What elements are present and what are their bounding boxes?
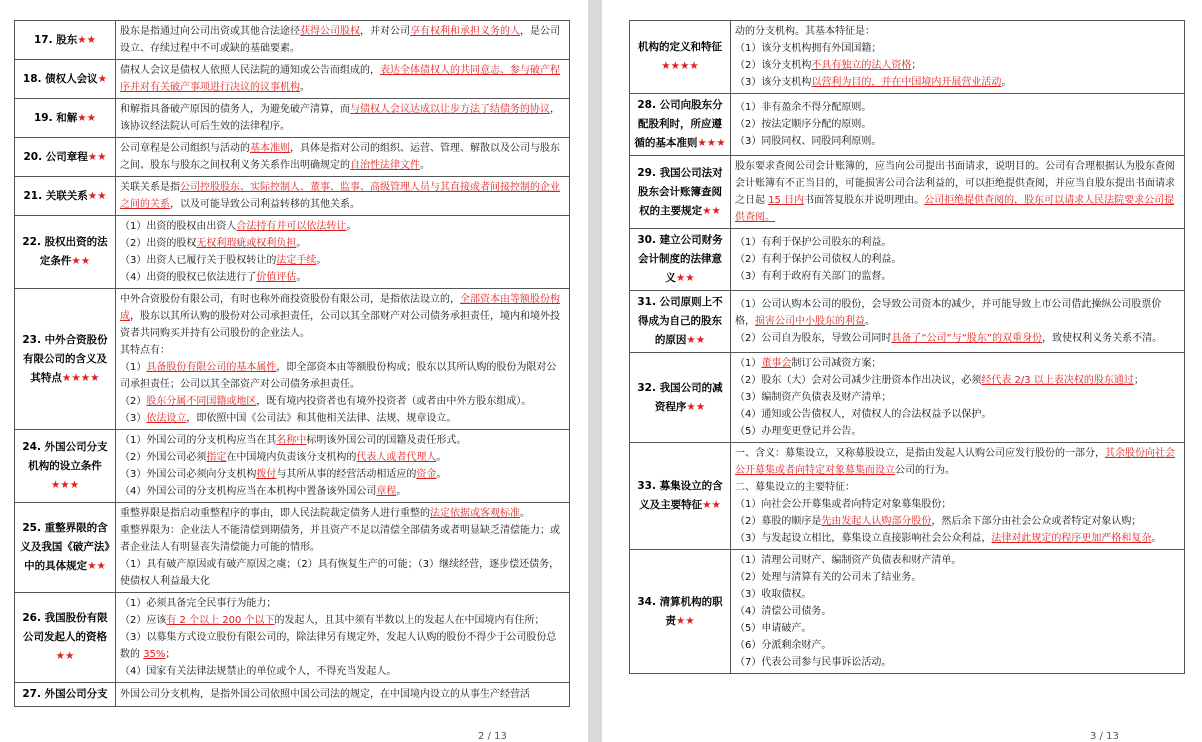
answer-text: 公司章程是公司组织与活动的 [120, 143, 250, 154]
answer-line [120, 410, 565, 427]
key-point-text: 章程 [376, 486, 397, 497]
qa-row [630, 550, 1185, 674]
answer-line [735, 586, 1180, 603]
question-title: 28. 公司向股东分配股利时，所应遵循的基本准则 [634, 99, 723, 149]
question-cell [630, 550, 731, 674]
key-point-text: 与债权人会议达成以让步方法了结债务的协议 [350, 104, 550, 115]
question-title: 34. 清算机构的职责 [637, 595, 723, 627]
answer-text: 股东是指通过向公司出资或其他合法途径 [120, 26, 300, 37]
answer-text: （1） [735, 358, 762, 369]
answer-line [735, 620, 1180, 637]
answer-line [735, 355, 1180, 372]
answer-text: 其特点有： [120, 345, 170, 356]
key-point-text: 表达全体债权人的共同意志、参与破产程序并对有关破产事项进行决议的议事机构 [120, 65, 560, 93]
answer-line [120, 359, 565, 393]
answer-text: ，即依照中国《公司法》和其他相关法律、法规、规章设立。 [186, 413, 457, 424]
answer-line [735, 251, 1180, 268]
answer-text: （2）该分支机构 [735, 60, 812, 71]
question-cell [15, 177, 116, 216]
answer-text: 。 [436, 469, 447, 480]
answer-cell [116, 60, 570, 99]
key-point-text: 法定手续 [276, 255, 317, 266]
answer-cell [731, 21, 1185, 94]
answer-cell [116, 593, 570, 683]
qa-row [630, 94, 1185, 156]
answer-line [735, 234, 1180, 251]
question-title: 23. 中外合资股份有限公司的含义及其特点 [22, 333, 108, 384]
question-cell [15, 503, 116, 593]
question-cell [15, 683, 116, 707]
answer-line [120, 556, 565, 590]
answer-text: （4）外国公司的分支机构应当在本机构中置备该外国公司 [120, 486, 377, 497]
answer-cell [116, 138, 570, 177]
answer-text: ； [1133, 375, 1144, 386]
answer-line [120, 179, 565, 213]
answer-cell [116, 430, 570, 503]
answer-text: 二、募集设立的主要特征： [735, 482, 855, 493]
answer-text: （3）有利于政府有关部门的监督。 [735, 271, 892, 282]
key-point-text: 具备了“公司”与“股东”的双重身份 [891, 333, 1043, 344]
answer-line [735, 513, 1180, 530]
importance-stars: ★★ [702, 499, 721, 511]
page-gap [588, 0, 602, 742]
answer-text: ； [911, 60, 922, 71]
answer-line [735, 445, 1180, 479]
answer-text: （3） [120, 413, 147, 424]
answer-cell [116, 21, 570, 60]
answer-line [735, 654, 1180, 671]
qa-row [630, 443, 1185, 550]
key-point-text: 公司控股股东、实际控制人、董事、监事、高级管理人员与其直接或者间接控制的企业之间的关系 [120, 182, 560, 210]
answer-line [120, 101, 565, 135]
question-title: 22. 股权出资的法定条件 [22, 236, 108, 267]
question-title: 33. 募集设立的含义及主要特征 [637, 480, 723, 511]
answer-line [735, 133, 1180, 150]
answer-cell [731, 353, 1185, 443]
answer-line [120, 23, 565, 57]
answer-text: （6）分派剩余财产。 [735, 640, 832, 651]
importance-stars: ★★ [55, 650, 75, 662]
qa-row [15, 60, 570, 99]
key-point-text: 以营利为目的，并在中国境内开展营业活动 [811, 77, 1002, 88]
answer-cell [731, 443, 1185, 550]
answer-cell [116, 177, 570, 216]
importance-stars: ★★ [77, 111, 97, 124]
question-cell [15, 593, 116, 683]
question-cell [15, 60, 116, 99]
question-cell [15, 289, 116, 430]
answer-line [120, 291, 565, 342]
answer-line [120, 342, 565, 359]
key-point-text: 具备股份有限公司的基本属性 [146, 362, 277, 373]
key-point-text: 资金 [416, 469, 437, 480]
answer-text: ，即全部资本由等额股份构成；股东以其所认购的股份为限对公司承担责任；公司以其全部资产对公司债务承担责任。 [120, 362, 557, 390]
answer-cell [731, 291, 1185, 353]
answer-line [735, 569, 1180, 586]
answer-line [120, 218, 565, 235]
answer-line [120, 612, 565, 629]
answer-line [735, 74, 1180, 91]
qa-row [630, 156, 1185, 229]
key-point-text: 股东分属不同国籍或地区 [146, 396, 257, 407]
importance-stars: ★★ [87, 189, 107, 202]
answer-text: （3）以募集方式设立股份有限公司的，除法律另有规定外，发起人认购的股份不得少于公司股份总数的 [120, 632, 557, 660]
answer-text: （2）按法定顺序分配的原则。 [735, 119, 872, 130]
answer-text: ，该协议经法院认可后生效的法律程序。 [120, 104, 560, 132]
answer-line [735, 57, 1180, 74]
question-cell [630, 21, 731, 94]
answer-text: 重整界限为：企业法人不能清偿到期债务，并且资产不足以清偿全部债务或者明显缺乏清偿能力；或者企业法人有明显丧失清偿能力可能的情形。 [120, 525, 560, 553]
answer-line [735, 406, 1180, 423]
answer-text: 的发起人，且其中须有半数以上的发起人在中国境内有住所； [274, 615, 545, 626]
answer-text: ，具体是指对公司的组织、运营、管理、解散以及公司与股东之间、股东与股东之间权利义务关系作出明确规定的 [120, 143, 560, 171]
qa-row [15, 177, 570, 216]
key-point-text: 15 日内 [768, 195, 805, 206]
answer-text: （3）编制资产负债表及财产清单； [735, 392, 892, 403]
key-point-text: 经代表 2/3 以上表决权的股东通过 [981, 375, 1134, 386]
importance-stars: ★★ [702, 204, 721, 217]
qa-row [630, 229, 1185, 291]
key-point-text: 基本准则 [250, 143, 290, 154]
answer-line [120, 449, 565, 466]
answer-text: 标明该外国公司的国籍及责任形式。 [306, 435, 467, 446]
importance-stars: ★★ [675, 272, 695, 284]
answer-text: ，既有境内投资者也有境外投资者（或者由中外方股东组成）。 [256, 396, 532, 407]
qa-table-left [14, 20, 570, 707]
answer-line [735, 296, 1180, 330]
answer-line [735, 372, 1180, 389]
answer-cell [731, 550, 1185, 674]
answer-line [735, 637, 1180, 654]
document-page-left [0, 0, 588, 742]
answer-text: （3）出资人已履行关于股权转让的 [120, 255, 277, 266]
answer-text: （3）外国公司必须向分支机构 [120, 469, 257, 480]
answer-text: （1）清理公司财产、编制资产负债表和财产清单。 [735, 555, 962, 566]
answer-line [735, 158, 1180, 226]
question-title: 32. 我国公司的减资程序 [637, 381, 723, 413]
qa-row [630, 353, 1185, 443]
answer-text: （5）申请破产。 [735, 623, 812, 634]
answer-line [735, 389, 1180, 406]
importance-stars: ★★★★ [61, 371, 100, 384]
answer-text: 。 [396, 486, 407, 497]
answer-text: 。 [1151, 533, 1162, 544]
question-cell [630, 94, 731, 156]
answer-text: （3）收取债权。 [735, 589, 812, 600]
answer-cell [116, 216, 570, 289]
importance-stars: ★★ [87, 560, 106, 572]
answer-line [735, 268, 1180, 285]
question-title: 25. 重整界限的含义及我国《破产法》中的具体规定 [20, 522, 110, 572]
key-point-text: 拨付 [256, 469, 277, 480]
answer-text: （7）代表公司参与民事诉讼活动。 [735, 657, 892, 668]
answer-line [735, 496, 1180, 513]
answer-text: 。 [865, 316, 875, 327]
answer-text: （2）应该 [120, 615, 167, 626]
question-title: 27. 外国公司分支 [22, 688, 108, 700]
question-cell [630, 229, 731, 291]
key-point-text: 价值评估 [256, 272, 297, 283]
answer-text: 。 [520, 508, 530, 519]
answer-text: ，并对公司 [360, 26, 410, 37]
importance-stars: ★★ [71, 255, 91, 267]
answer-text: 外国公司分支机构，是指外国公司依照中国公司法的规定，在中国境内设立的从事生产经营活 [120, 689, 530, 700]
answer-text: 。 [300, 82, 310, 93]
answer-text: （2）处理与清算有关的公司未了结业务。 [735, 572, 922, 583]
answer-text: 和解指具备破产原因的债务人，为避免破产清算，而 [120, 104, 350, 115]
key-point-text: 损害公司中小股东的利益 [755, 316, 865, 327]
answer-text: 书面答复股东并说明理由。 [804, 195, 925, 206]
key-point-text: 代表人或者代理人 [356, 452, 437, 463]
importance-stars: ★★ [675, 614, 695, 627]
key-point-text: 享有权利和承担义务的人 [410, 26, 520, 37]
qa-row [15, 683, 570, 707]
answer-text: 在中国境内负责该分支机构的 [226, 452, 357, 463]
key-point-text: 董事会 [761, 358, 792, 369]
answer-text: ； [165, 649, 176, 660]
qa-row [630, 21, 1185, 94]
qa-row [15, 21, 570, 60]
answer-text: （4）国家有关法律法规禁止的单位或个人，不得充当发起人。 [120, 666, 397, 677]
qa-row [15, 138, 570, 177]
question-title: 20. 公司章程 [23, 150, 88, 163]
key-point-text: 其余股份向社会公开募集或者向特定对象募集而设立 [735, 448, 1175, 476]
answer-text: （2）外国公司必须 [120, 452, 207, 463]
answer-line [735, 423, 1180, 440]
answer-text: 债权人会议是债权人依照人民法院的通知或公告而组成的， [120, 65, 380, 76]
importance-stars: ★★ [686, 334, 706, 346]
answer-text: 一、含义：募集设立，又称募股设立，是指由发起人认购公司应发行股份的一部分， [735, 448, 1105, 459]
answer-text: 中外合资股份有限公司，有时也称外商投资股份有限公司，是指依法设立的， [120, 294, 460, 305]
answer-text: （1） [120, 362, 147, 373]
key-point-text: 有 2 个以上 200 个以下 [166, 615, 275, 626]
key-point-text: 指定 [206, 452, 227, 463]
key-point-text: 法定依据或客观标准 [430, 508, 520, 519]
importance-stars: ★★ [686, 400, 706, 413]
answer-line [120, 483, 565, 500]
qa-table-right [629, 20, 1185, 674]
answer-text: （1）该分支机构拥有外国国籍； [735, 43, 882, 54]
answer-text: （3）同股同权、同股同利原则。 [735, 136, 882, 147]
answer-text: （3）该分支机构 [735, 77, 812, 88]
answer-text: （1）出资的股权由出资人 [120, 221, 237, 232]
qa-row [15, 503, 570, 593]
answer-line [735, 116, 1180, 133]
key-point-text: 依法设立 [146, 413, 187, 424]
question-cell [630, 156, 731, 229]
answer-text: （5）办理变更登记并公告。 [735, 426, 862, 437]
answer-line [735, 479, 1180, 496]
question-title: 24. 外国公司分支机构的设立条件 [22, 440, 108, 472]
answer-text: ，股东以其所认购的股份对公司承担责任，公司以其全部财产对公司债务承担责任，境内和境外投资者共同购买并持有公司股份的企业法人。 [120, 311, 560, 339]
importance-stars: ★★★ [697, 137, 726, 149]
qa-row [15, 289, 570, 430]
answer-line [120, 686, 565, 703]
key-point-text: 合法持有并可以依法转让 [236, 221, 347, 232]
answer-text: （1）向社会公开募集或者向特定对象募集股份； [735, 499, 952, 510]
answer-text: ，致使权利义务关系不清。 [1042, 333, 1163, 344]
answer-text: ，然后余下部分由社会公众或者特定对象认购； [931, 516, 1142, 527]
answer-text: （4）出资的股权已依法进行了 [120, 272, 257, 283]
importance-stars: ★★★ [50, 478, 80, 491]
answer-line [120, 269, 565, 286]
answer-cell [731, 229, 1185, 291]
answer-text: 。 [296, 272, 307, 283]
answer-text: （1）必须具备完全民事行为能力； [120, 598, 277, 609]
answer-cell [731, 94, 1185, 156]
answer-text: 。 [296, 238, 307, 249]
answer-line [735, 530, 1180, 547]
answer-line [735, 552, 1180, 569]
question-cell [15, 99, 116, 138]
answer-line [735, 603, 1180, 620]
question-cell [15, 21, 116, 60]
qa-row [630, 291, 1185, 353]
answer-text: 公司的行为。 [895, 465, 955, 476]
key-point-text: 法律对此规定的程序更加严格和复杂 [991, 533, 1152, 544]
answer-text: 重整界限是指启动重整程序的事由，即人民法院裁定债务人进行重整的 [120, 508, 430, 519]
key-point-text: 获得公司股权 [300, 26, 360, 37]
answer-text: （4）通知或公告债权人，对债权人的合法权益予以保护。 [735, 409, 992, 420]
answer-cell [116, 503, 570, 593]
answer-text: ，是公司设立、存续过程中不可或缺的基础要素。 [120, 26, 560, 54]
question-title: 26. 我国股份有限公司发起人的资格 [22, 612, 108, 643]
answer-line [120, 505, 565, 522]
answer-text: （2）募股的顺序是 [735, 516, 822, 527]
key-point-text: 无权利瑕疵或权利负担 [196, 238, 297, 249]
question-cell [15, 138, 116, 177]
question-cell [630, 443, 731, 550]
answer-line [120, 62, 565, 96]
answer-text: （3）与发起设立相比，募集设立直接影响社会公众利益， [735, 533, 992, 544]
answer-text: 动的分支机构。其基本特征是： [735, 26, 875, 37]
answer-text: （1）非有盈余不得分配原则。 [735, 102, 872, 113]
qa-row [15, 593, 570, 683]
key-point-text: 35% [143, 649, 166, 660]
answer-text: （1）公司认购本公司的股份，会导致公司资本的减少，并可能导致上市公司借此操纵公司股票价格， [735, 299, 1162, 327]
answer-text: 。 [436, 452, 447, 463]
qa-row [15, 216, 570, 289]
key-point-text: 不具有独立的法人资格 [811, 60, 912, 71]
answer-line [735, 40, 1180, 57]
key-point-text: 自治性法律文件 [350, 160, 420, 171]
key-point-text: 公司拒绝提供查阅的，股东可以请求人民法院要求公司提供查阅。 [735, 195, 1175, 223]
answer-text: （2）股东（大）会对公司减少注册资本作出决议，必须 [735, 375, 982, 386]
answer-text: 与其所从事的经营活动相适应的 [276, 469, 417, 480]
importance-stars: ★ [97, 72, 108, 85]
question-cell [630, 291, 731, 353]
answer-text: （4）清偿公司债务。 [735, 606, 832, 617]
answer-text: 。 [1001, 77, 1012, 88]
answer-line [735, 99, 1180, 116]
answer-line [120, 140, 565, 174]
question-title: 17. 股东 [33, 33, 78, 46]
answer-line [120, 432, 565, 449]
answer-text: 股东要求查阅公司会计账簿的，应当向公司提出书面请求，说明目的。公司有合理根据认为股东查阅会计账簿有不正当目的，可能损害公司合法利益的，可以拒绝提供查阅，并应当自股东提出书面请求之日起 [735, 161, 1175, 206]
question-title: 21. 关联关系 [23, 189, 88, 202]
importance-stars: ★★ [87, 150, 107, 163]
answer-cell [116, 99, 570, 138]
answer-text: （2）有利于保护公司债权人的利益。 [735, 254, 902, 265]
answer-text: （1）具有破产原因或有破产原因之虞；（2）具有恢复生产的可能；（3）继续经营，逐步偿还债务，使债权人利益最大化 [120, 559, 560, 587]
qa-row [15, 99, 570, 138]
answer-text: 。 [346, 221, 357, 232]
key-point-text: 全部资本由等额股份构成 [120, 294, 560, 322]
question-cell [15, 216, 116, 289]
question-title: 29. 我国公司法对股东会计账簿查阅权的主要规定 [637, 166, 723, 217]
answer-line [735, 23, 1180, 40]
answer-line [120, 252, 565, 269]
answer-cell [731, 156, 1185, 229]
answer-line [735, 330, 1180, 347]
answer-text: （2） [120, 396, 147, 407]
question-title: 机构的定义和特征 [638, 41, 722, 53]
answer-text: 制订公司减资方案； [791, 358, 882, 369]
answer-text: （2）出资的股权 [120, 238, 197, 249]
question-title: 18. 债权人会议 [22, 72, 98, 85]
importance-stars: ★★★★ [661, 60, 699, 72]
question-cell [630, 353, 731, 443]
answer-text: （2）公司自为股东，导致公司同时 [735, 333, 892, 344]
answer-text: 关联关系是指 [120, 182, 180, 193]
answer-line [120, 629, 565, 663]
page-number: 3 / 13 [1090, 731, 1119, 742]
qa-row [15, 430, 570, 503]
key-point-text: 名称中 [276, 435, 307, 446]
page-number: 2 / 13 [478, 731, 507, 742]
question-title: 19. 和解 [33, 111, 78, 124]
answer-line [120, 466, 565, 483]
answer-line [120, 663, 565, 680]
importance-stars: ★★ [77, 33, 97, 46]
answer-text: ，以及可能导致公司利益转移的其他关系。 [170, 199, 360, 210]
answer-cell [116, 289, 570, 430]
answer-line [120, 522, 565, 556]
answer-line [120, 235, 565, 252]
key-point-text: 先由发起人认购部分股份 [821, 516, 932, 527]
answer-text: （1）有利于保护公司股东的利益。 [735, 237, 892, 248]
answer-cell [116, 683, 570, 707]
document-page-right [602, 0, 1202, 742]
question-title: 31. 公司原则上不得成为自己的股东的原因 [637, 296, 723, 346]
answer-text: 。 [420, 160, 430, 171]
answer-text: （1）外国公司的分支机构应当在其 [120, 435, 277, 446]
answer-line [120, 595, 565, 612]
answer-text: 。 [316, 255, 327, 266]
question-title: 30. 建立公司财务会计制度的法律意义 [637, 234, 723, 284]
question-cell [15, 430, 116, 503]
answer-line [120, 393, 565, 410]
